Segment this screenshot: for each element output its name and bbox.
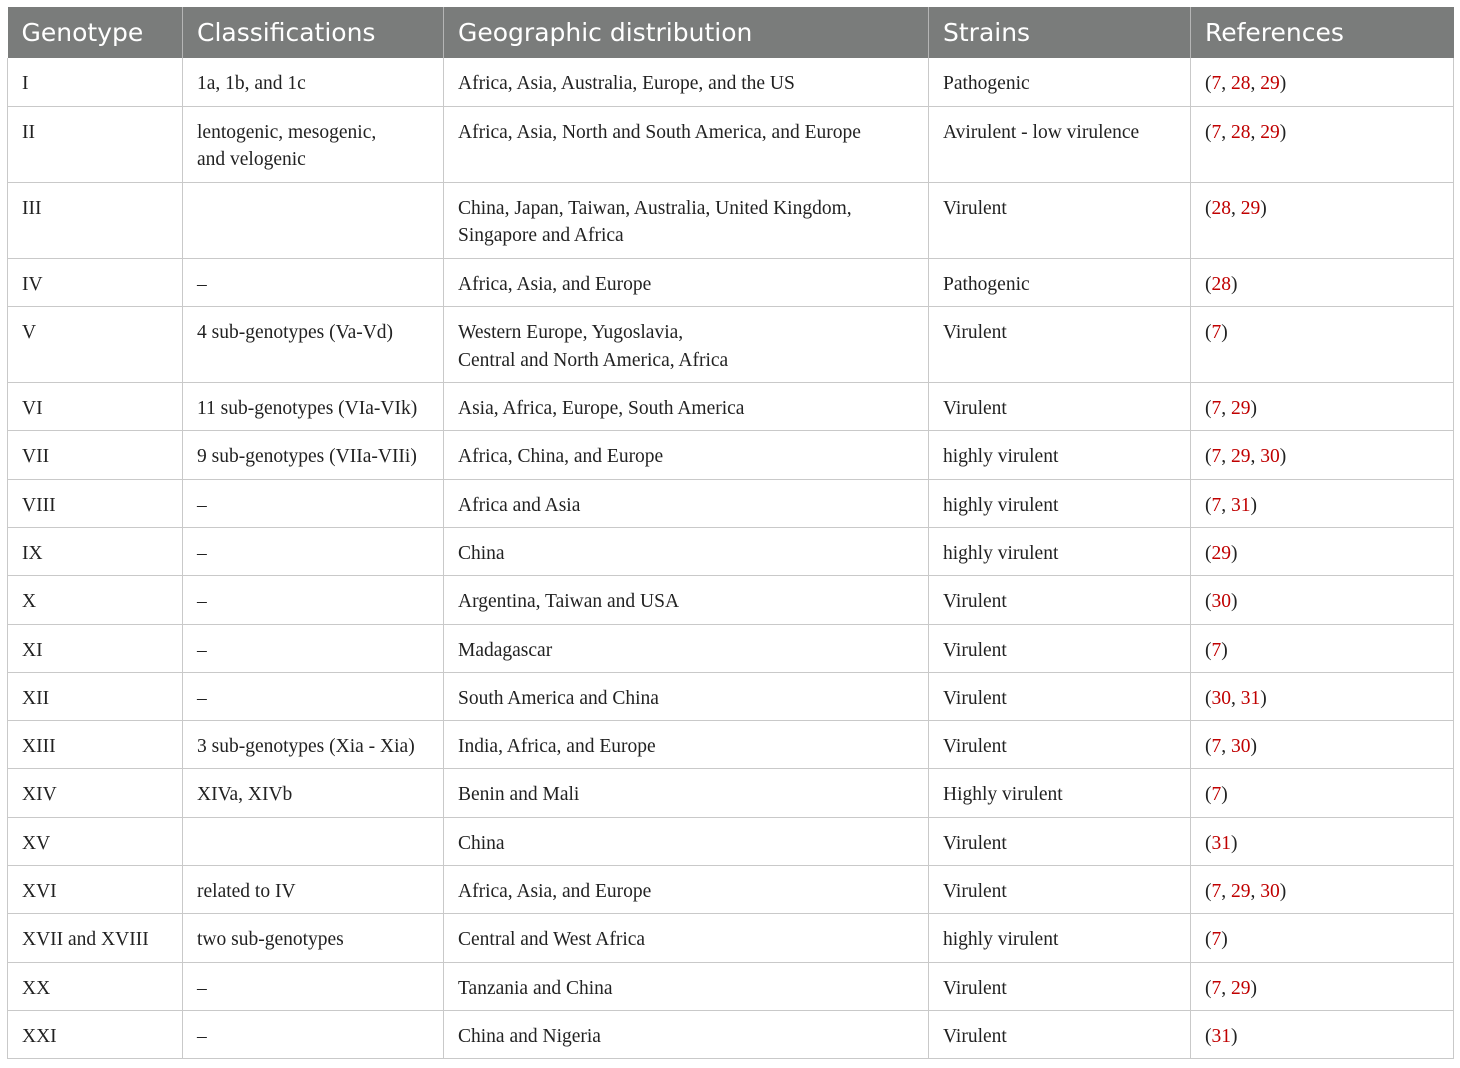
table-row — [8, 576, 1454, 624]
reference-link[interactable]: 28 — [1231, 121, 1251, 143]
table-row — [8, 914, 1454, 962]
reference-link[interactable]: 29 — [1231, 398, 1251, 420]
classification-cell: 9 sub-genotypes (VIIa-VIIi) — [183, 431, 444, 479]
reference-link[interactable]: 7 — [1211, 784, 1222, 806]
distribution-cell: Benin and Mali — [444, 769, 929, 817]
table-row — [8, 672, 1454, 720]
distribution-cell: Madagascar — [444, 624, 929, 672]
classification-cell: 1a, 1b, and 1c — [183, 58, 444, 106]
table-row — [8, 817, 1454, 865]
strains-cell: Virulent — [929, 866, 1191, 914]
ref-paren: ) — [1260, 197, 1267, 219]
genotype-cell: VIII — [8, 479, 183, 527]
strains-cell: Virulent — [929, 576, 1191, 624]
ref-paren: ( — [1205, 591, 1212, 613]
ref-paren: ) — [1231, 273, 1238, 295]
table-header — [8, 7, 1454, 58]
ref-separator: , — [1250, 881, 1261, 903]
references-cell — [1191, 106, 1454, 182]
strains-cell: Virulent — [929, 672, 1191, 720]
genotype-cell: XX — [8, 962, 183, 1010]
genotype-cell: XIII — [8, 721, 183, 769]
classification-cell: related to IV — [183, 866, 444, 914]
classification-cell: XIVa, XIVb — [183, 769, 444, 817]
genotype-cell: I — [8, 58, 183, 106]
ref-paren: ( — [1205, 121, 1212, 143]
classification-cell: – — [183, 962, 444, 1010]
header-genotype: Genotype — [8, 7, 183, 58]
table-row — [8, 721, 1454, 769]
ref-paren: ( — [1205, 639, 1212, 661]
classification-cell: lentogenic, mesogenic, and velogenic — [183, 106, 444, 182]
references-cell — [1191, 383, 1454, 431]
ref-paren: ( — [1205, 322, 1212, 344]
classification-cell — [183, 182, 444, 258]
references-cell — [1191, 962, 1454, 1010]
strains-cell: Virulent — [929, 383, 1191, 431]
reference-link[interactable]: 30 — [1211, 591, 1231, 613]
header-strains: Strains — [929, 7, 1191, 58]
genotype-cell: XVII and XVIII — [8, 914, 183, 962]
ref-separator: , — [1221, 398, 1231, 420]
genotype-cell: XII — [8, 672, 183, 720]
ref-separator: , — [1221, 73, 1231, 94]
genotype-cell: III — [8, 182, 183, 258]
ref-paren: ) — [1279, 121, 1287, 143]
reference-link[interactable]: 31 — [1240, 687, 1261, 709]
ref-separator: , — [1221, 736, 1231, 758]
references-cell — [1191, 1010, 1454, 1058]
table-row — [8, 106, 1454, 182]
ref-paren: ( — [1205, 273, 1212, 295]
ref-paren: ) — [1250, 494, 1257, 516]
distribution-cell: China — [444, 527, 929, 575]
header-classifications: Classifications — [183, 7, 444, 58]
ref-paren: ( — [1205, 736, 1212, 758]
reference-link[interactable]: 7 — [1211, 639, 1222, 661]
distribution-cell: China, Japan, Taiwan, Australia, United Kingdom, Singapore and Africa — [444, 182, 929, 258]
distribution-cell: Africa, Asia, and Europe — [444, 866, 929, 914]
reference-link[interactable]: 7 — [1211, 736, 1222, 758]
table-row — [8, 527, 1454, 575]
distribution-cell: Africa, Asia, Australia, Europe, and the US — [444, 58, 929, 106]
ref-paren: ( — [1205, 542, 1212, 564]
table-row — [8, 866, 1454, 914]
classification-cell: – — [183, 624, 444, 672]
classification-cell: – — [183, 672, 444, 720]
distribution-cell: Africa, China, and Europe — [444, 431, 929, 479]
ref-paren: ) — [1221, 784, 1228, 806]
ref-separator: , — [1231, 687, 1241, 709]
header-row — [8, 7, 1454, 58]
classification-cell: – — [183, 258, 444, 306]
ref-paren: ) — [1279, 881, 1287, 903]
reference-link[interactable]: 7 — [1211, 494, 1222, 516]
distribution-cell: Africa and Asia — [444, 479, 929, 527]
reference-link[interactable]: 30 — [1231, 736, 1251, 758]
distribution-cell: Tanzania and China — [444, 962, 929, 1010]
genotype-cell: II — [8, 106, 183, 182]
references-cell — [1191, 866, 1454, 914]
ref-separator: , — [1221, 977, 1231, 999]
strains-cell: Avirulent - low virulence — [929, 106, 1191, 182]
ref-paren: ( — [1205, 784, 1212, 806]
strains-cell: highly virulent — [929, 479, 1191, 527]
reference-link[interactable]: 30 — [1260, 881, 1280, 903]
reference-link[interactable]: 31 — [1211, 1025, 1231, 1047]
distribution-cell: Africa, Asia, and Europe — [444, 258, 929, 306]
distribution-cell: Asia, Africa, Europe, South America — [444, 383, 929, 431]
distribution-cell: Western Europe, Yugoslavia, Central and North America, Africa — [444, 307, 929, 383]
reference-link[interactable]: 30 — [1260, 446, 1280, 468]
references-cell — [1191, 258, 1454, 306]
genotype-cell: X — [8, 576, 183, 624]
genotype-cell: XV — [8, 817, 183, 865]
reference-link[interactable]: 30 — [1211, 687, 1231, 709]
reference-link[interactable]: 7 — [1211, 446, 1222, 468]
distribution-cell: Africa, Asia, North and South America, and Europe — [444, 106, 929, 182]
distribution-cell: Argentina, Taiwan and USA — [444, 576, 929, 624]
strains-cell: Virulent — [929, 624, 1191, 672]
genotype-cell: VII — [8, 431, 183, 479]
table-row — [8, 962, 1454, 1010]
table-row — [8, 383, 1454, 431]
ref-paren: ( — [1205, 197, 1212, 219]
distribution-cell: Central and West Africa — [444, 914, 929, 962]
ref-paren: ) — [1279, 73, 1287, 94]
strains-cell: Highly virulent — [929, 769, 1191, 817]
strains-cell: Virulent — [929, 307, 1191, 383]
genotype-cell: V — [8, 307, 183, 383]
reference-link[interactable]: 7 — [1211, 73, 1222, 94]
ref-paren: ( — [1205, 446, 1212, 468]
reference-link[interactable]: 29 — [1231, 446, 1251, 468]
strains-cell: Virulent — [929, 962, 1191, 1010]
ref-paren: ( — [1205, 687, 1212, 709]
reference-link[interactable]: 7 — [1211, 398, 1222, 420]
ref-paren: ) — [1231, 1025, 1238, 1047]
genotype-cell: XXI — [8, 1010, 183, 1058]
ref-paren: ) — [1231, 832, 1238, 854]
ref-separator: , — [1221, 494, 1231, 516]
reference-link[interactable]: 29 — [1231, 881, 1251, 903]
ref-paren: ) — [1279, 446, 1287, 468]
reference-link[interactable]: 7 — [1211, 881, 1222, 903]
ref-paren: ) — [1250, 736, 1257, 758]
classification-cell: – — [183, 1010, 444, 1058]
table-row — [8, 479, 1454, 527]
ref-paren: ( — [1205, 881, 1212, 903]
references-cell — [1191, 479, 1454, 527]
ref-separator: , — [1221, 881, 1231, 903]
reference-link[interactable]: 29 — [1231, 977, 1251, 999]
ref-paren: ) — [1260, 687, 1267, 709]
strains-cell: Virulent — [929, 182, 1191, 258]
table-row — [8, 624, 1454, 672]
strains-cell: Virulent — [929, 721, 1191, 769]
ref-paren: ) — [1250, 398, 1257, 420]
ref-paren: ( — [1205, 977, 1212, 999]
ref-paren: ( — [1205, 832, 1212, 854]
table-row — [8, 307, 1454, 383]
ref-separator: , — [1250, 446, 1261, 468]
strains-cell: Virulent — [929, 817, 1191, 865]
genotype-cell: IV — [8, 258, 183, 306]
strains-cell: highly virulent — [929, 914, 1191, 962]
classification-cell: 11 sub-genotypes (VIa-VIk) — [183, 383, 444, 431]
references-cell — [1191, 672, 1454, 720]
strains-cell: Pathogenic — [929, 258, 1191, 306]
distribution-cell: China — [444, 817, 929, 865]
reference-link[interactable]: 7 — [1211, 977, 1222, 999]
strains-cell: highly virulent — [929, 527, 1191, 575]
distribution-cell: China and Nigeria — [444, 1010, 929, 1058]
ref-separator: , — [1231, 197, 1241, 219]
table-row — [8, 769, 1454, 817]
classification-cell: – — [183, 576, 444, 624]
reference-link[interactable]: 29 — [1260, 73, 1280, 94]
reference-link[interactable]: 29 — [1260, 121, 1280, 143]
reference-link[interactable]: 29 — [1211, 542, 1231, 564]
ref-paren: ( — [1205, 494, 1212, 516]
classification-cell: – — [183, 479, 444, 527]
genotype-cell: IX — [8, 527, 183, 575]
strains-cell: highly virulent — [929, 431, 1191, 479]
references-cell — [1191, 721, 1454, 769]
references-cell — [1191, 307, 1454, 383]
ref-separator: , — [1250, 73, 1261, 94]
references-cell — [1191, 817, 1454, 865]
ref-paren: ( — [1205, 73, 1212, 94]
reference-link[interactable]: 7 — [1211, 929, 1222, 951]
reference-link[interactable]: 7 — [1211, 322, 1222, 344]
classification-cell: 3 sub-genotypes (Xia - Xia) — [183, 721, 444, 769]
table-body — [8, 58, 1454, 1059]
reference-link[interactable]: 31 — [1231, 494, 1251, 516]
genotype-cell: XIV — [8, 769, 183, 817]
ref-paren: ) — [1221, 929, 1228, 951]
genotype-table — [7, 7, 1454, 1059]
reference-link[interactable]: 29 — [1240, 197, 1261, 219]
genotype-cell: XI — [8, 624, 183, 672]
genotype-table-container — [7, 7, 1453, 1059]
reference-link[interactable]: 28 — [1231, 73, 1251, 94]
references-cell — [1191, 58, 1454, 106]
reference-link[interactable]: 28 — [1211, 197, 1231, 219]
references-cell — [1191, 576, 1454, 624]
ref-paren: ) — [1231, 542, 1238, 564]
strains-cell: Virulent — [929, 1010, 1191, 1058]
references-cell — [1191, 914, 1454, 962]
classification-cell: two sub-genotypes — [183, 914, 444, 962]
classification-cell — [183, 817, 444, 865]
classification-cell: – — [183, 527, 444, 575]
reference-link[interactable]: 31 — [1211, 832, 1231, 854]
references-cell — [1191, 182, 1454, 258]
ref-paren: ( — [1205, 398, 1212, 420]
table-row — [8, 1010, 1454, 1058]
references-cell — [1191, 769, 1454, 817]
strains-cell: Pathogenic — [929, 58, 1191, 106]
genotype-cell: XVI — [8, 866, 183, 914]
ref-paren: ( — [1205, 929, 1212, 951]
table-row — [8, 58, 1454, 106]
reference-link[interactable]: 28 — [1211, 273, 1231, 295]
table-row — [8, 431, 1454, 479]
genotype-cell: VI — [8, 383, 183, 431]
references-cell — [1191, 527, 1454, 575]
references-cell — [1191, 624, 1454, 672]
header-references: References — [1191, 7, 1454, 58]
classification-cell: 4 sub-genotypes (Va-Vd) — [183, 307, 444, 383]
table-row — [8, 182, 1454, 258]
ref-paren: ) — [1250, 977, 1257, 999]
ref-paren: ) — [1231, 591, 1238, 613]
table-row — [8, 258, 1454, 306]
ref-paren: ) — [1221, 322, 1228, 344]
reference-link[interactable]: 7 — [1211, 121, 1222, 143]
ref-separator: , — [1250, 121, 1261, 143]
references-cell — [1191, 431, 1454, 479]
header-geographic-distribution: Geographic distribution — [444, 7, 929, 58]
ref-paren: ( — [1205, 1025, 1212, 1047]
ref-separator: , — [1221, 446, 1231, 468]
distribution-cell: India, Africa, and Europe — [444, 721, 929, 769]
ref-separator: , — [1221, 121, 1231, 143]
distribution-cell: South America and China — [444, 672, 929, 720]
ref-paren: ) — [1221, 639, 1228, 661]
